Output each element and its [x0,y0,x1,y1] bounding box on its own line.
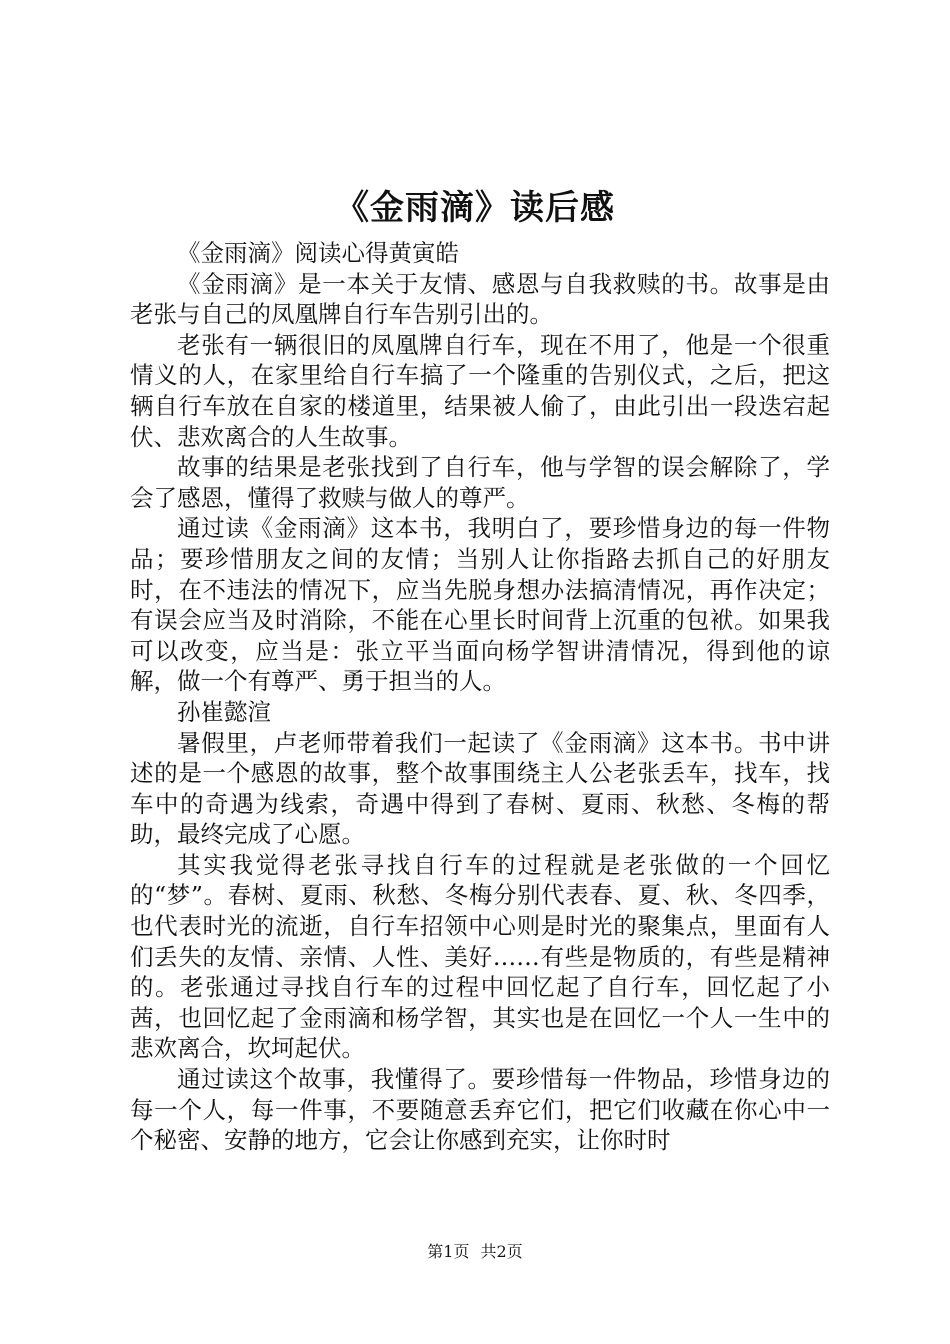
paragraph: 暑假里，卢老师带着我们一起读了《金雨滴》这本书。书中讲述的是一个感恩的故事，整个故事围绕主人公老张丢车，找车，找车中的奇遇为线索，奇遇中得到了春树、夏雨、秋愁、冬梅的帮助，最终完成了心愿。 [130,728,830,849]
paragraph: 其实我觉得老张寻找自行车的过程就是老张做的一个回忆的“梦”。春树、夏雨、秋愁、冬梅分别代表春、夏、秋、冬四季，也代表时光的流逝，自行车招领中心则是时光的聚集点，里面有人们丢失的友情、亲情、人性、美好……有些是物质的，有些是精神的。老张通过寻找自行车的过程中回忆起了自行车，回忆起了小茜，也回忆起了金雨滴和杨学智，其实也是在回忆一个人一生中的悲欢离合，坎坷起伏。 [130,850,830,1063]
paragraph-subtitle-author: 《金雨滴》阅读心得黄寅皓 [177,239,459,267]
paragraph-author: 孙崔懿渲 [177,697,271,726]
page-number-current: 第1页 [427,1242,470,1261]
paragraph: 故事的结果是老张找到了自行车，他与学智的误会解除了，学会了感恩，懂得了救赎与做人的尊严。 [130,453,830,512]
paragraph: 老张有一辆很旧的凤凰牌自行车，现在不用了，他是一个很重情义的人，在家里给自行车搞了一个隆重的告别仪式，之后，把这辆自行车放在自家的楼道里，结果被人偷了，由此引出一段迭宕起伏、悲欢离合的人生故事。 [130,330,830,451]
page-footer [0,1240,950,1264]
page-number-total: 共2页 [480,1242,523,1261]
paragraph: 通过读《金雨滴》这本书，我明白了，要珍惜身边的每一件物品；要珍惜朋友之间的友情；当别人让你指路去抓自己的好朋友时，在不违法的情况下，应当先脱身想办法搞清情况，再作决定；有误会应当及时消除，不能在心里长时间背上沉重的包袱。如果我可以改变，应当是：张立平当面向杨学智讲清情况，得到他的谅解，做一个有尊严、勇于担当的人。 [130,514,830,696]
document-title: 《金雨滴》读后感 [335,188,615,228]
document-body [130,238,830,1156]
paragraph: 通过读这个故事，我懂得了。要珍惜每一件物品，珍惜身边的每一个人，每一件事，不要随意丢弃它们，把它们收藏在你心中一个秘密、安静的地方，它会让你感到充实，让你时时 [130,1065,830,1155]
paragraph: 《金雨滴》是一本关于友情、感恩与自我救赎的书。故事是由老张与自己的凤凰牌自行车告别引出的。 [130,269,830,329]
